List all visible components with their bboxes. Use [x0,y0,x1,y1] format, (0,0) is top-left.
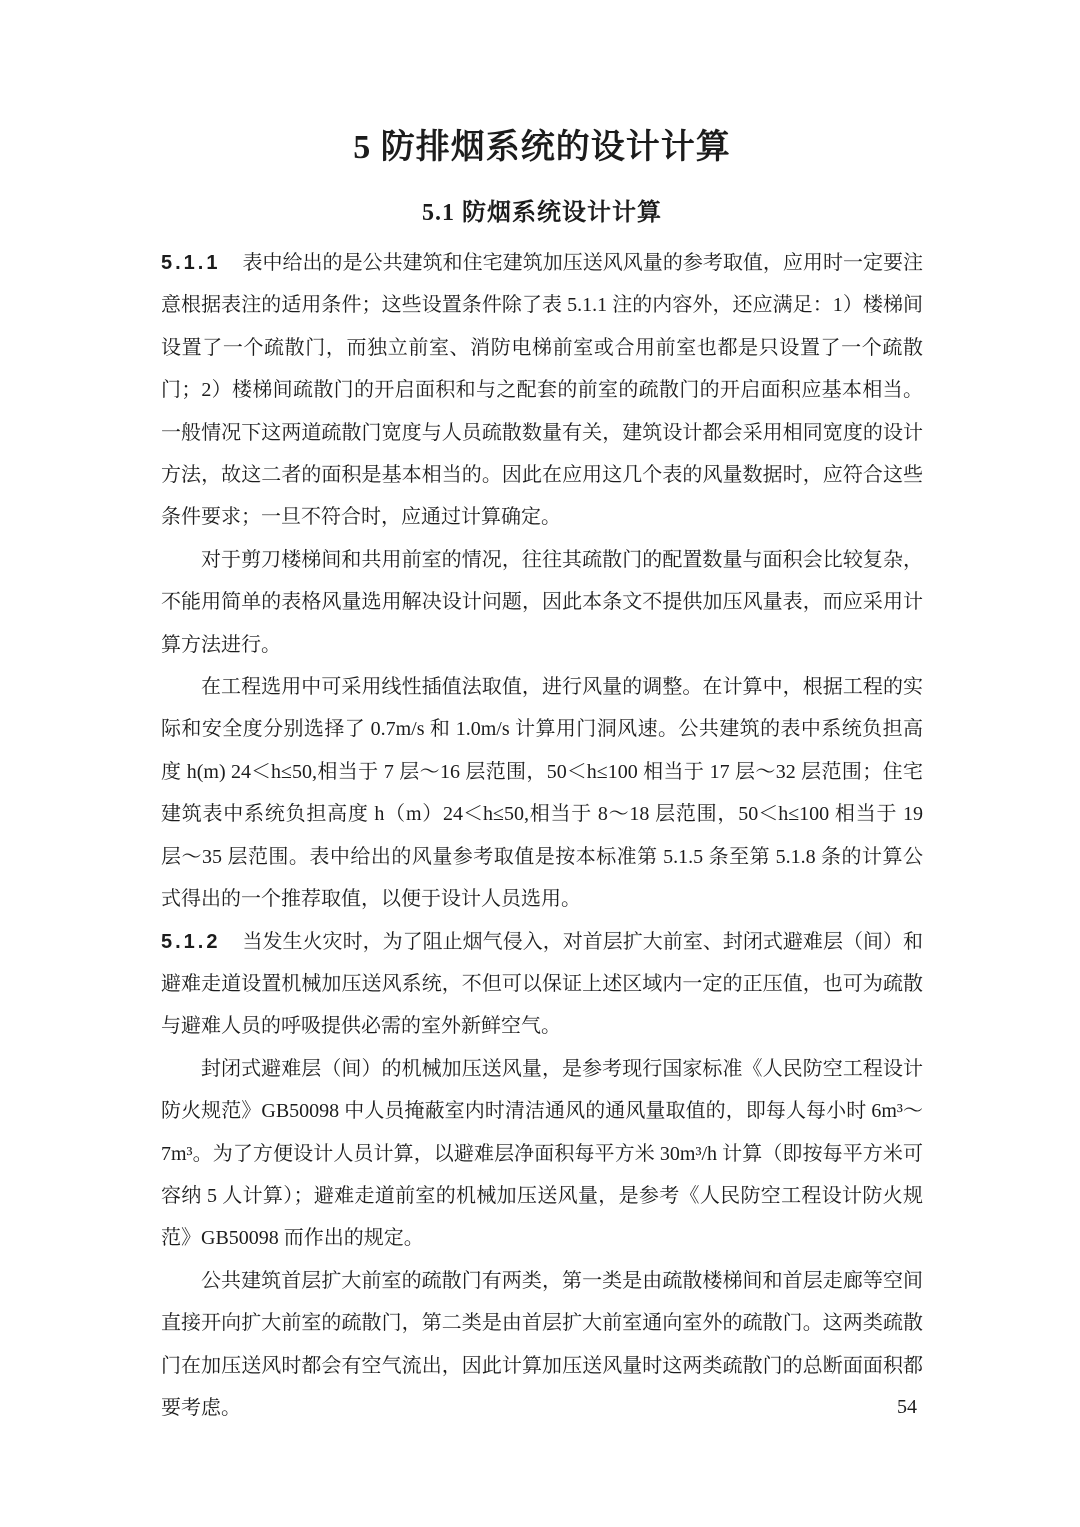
clause-paragraph-5-1-2 [161,921,923,1048]
paragraph-interpolation [161,666,923,920]
paragraph-text: 公共建筑首层扩大前室的疏散门有两类，第一类是由疏散楼梯间和首层走廊等空间直接开向扩大前室的疏散门，第二类是由首层扩大前室通向室外的疏散门。这两类疏散门在加压送风时都会有空气流出，因此计算加压送风量时这两类疏散门的总断面面积都要考虑。 [161,1269,923,1419]
paragraph-text: 当发生火灾时，为了阻止烟气侵入，对首层扩大前室、封闭式避难层（间）和避难走道设置机械加压送风系统，不但可以保证上述区域内一定的正压值，也可为疏散与避难人员的呼吸提供必需的室外新鲜空气。 [161,930,923,1038]
paragraph-refuge-floor [161,1048,923,1260]
page-number: 54 [897,1396,917,1418]
clause-number: 5.1.2 [161,930,221,953]
paragraph-scissor-stairs [161,539,923,666]
page-content [161,0,923,1429]
section-title: 5.1 防烟系统设计计算 [422,200,662,226]
paragraph-text: 对于剪刀楼梯间和共用前室的情况，往往其疏散门的配置数量与面积会比较复杂，不能用简单的表格风量选用解决设计问题，因此本条文不提供加压风量表，而应采用计算方法进行。 [161,548,923,656]
paragraph-text: 表中给出的是公共建筑和住宅建筑加压送风风量的参考取值，应用时一定要注意根据表注的适用条件；这些设置条件除了表 5.1.1 注的内容外，还应满足：1）楼梯间设置了一个疏散门，而独立前室、消防电梯前室或合用前室也都是只设置了一个疏散门；2）楼梯间疏散门的开启面积和与之配套的前室的疏散门的开启面积应基本相当。一般情况下这两道疏散门宽度与人员疏散数量有关，建筑设计都会采用相同宽度的设计方法，故这二者的面积是基本相当的。因此在应用这几个表的风量数据时，应符合这些条件要求；一旦不符合时，应通过计算确定。 [161,252,923,529]
paragraph-text: 封闭式避难层（间）的机械加压送风量，是参考现行国家标准《人民防空工程设计防火规范》GB50098 中人员掩蔽室内时清洁通风的通风量取值的，即每人每小时 6m³～7m³。为了方便设计人员计算，以避难层净面积每平方米 30m³/h 计算（即按每平方米可容纳 5 人计算）；避难走道前室的机械加压送风量，是参考《人民防空工程设计防火规范》GB50098 而作出的规定。 [161,1057,923,1250]
chapter-title: 5 防排烟系统的设计计算 [353,129,731,166]
document-body [161,242,923,1429]
paragraph-enlarged-lobby-doors [161,1260,923,1430]
clause-number: 5.1.1 [161,252,221,274]
paragraph-text: 在工程选用中可采用线性插值法取值，进行风量的调整。在计算中，根据工程的实际和安全度分别选择了 0.7m/s 和 1.0m/s 计算用门洞风速。公共建筑的表中系统负担高度 h(m) 24＜h≤50,相当于 7 层～16 层范围，50＜h≤100 相当于 17 层～32 层范围；住宅建筑表中系统负担高度 h（m）24＜h≤50,相当于 8～18 层范围，50＜h≤100 相当于 19 层～35 层范围。表中给出的风量参考取值是按本标准第 5.1.5 条至第 5.1.8 条的计算公式得出的一个推荐取值，以便于设计人员选用。 [161,676,923,911]
clause-paragraph-5-1-1 [161,242,923,539]
